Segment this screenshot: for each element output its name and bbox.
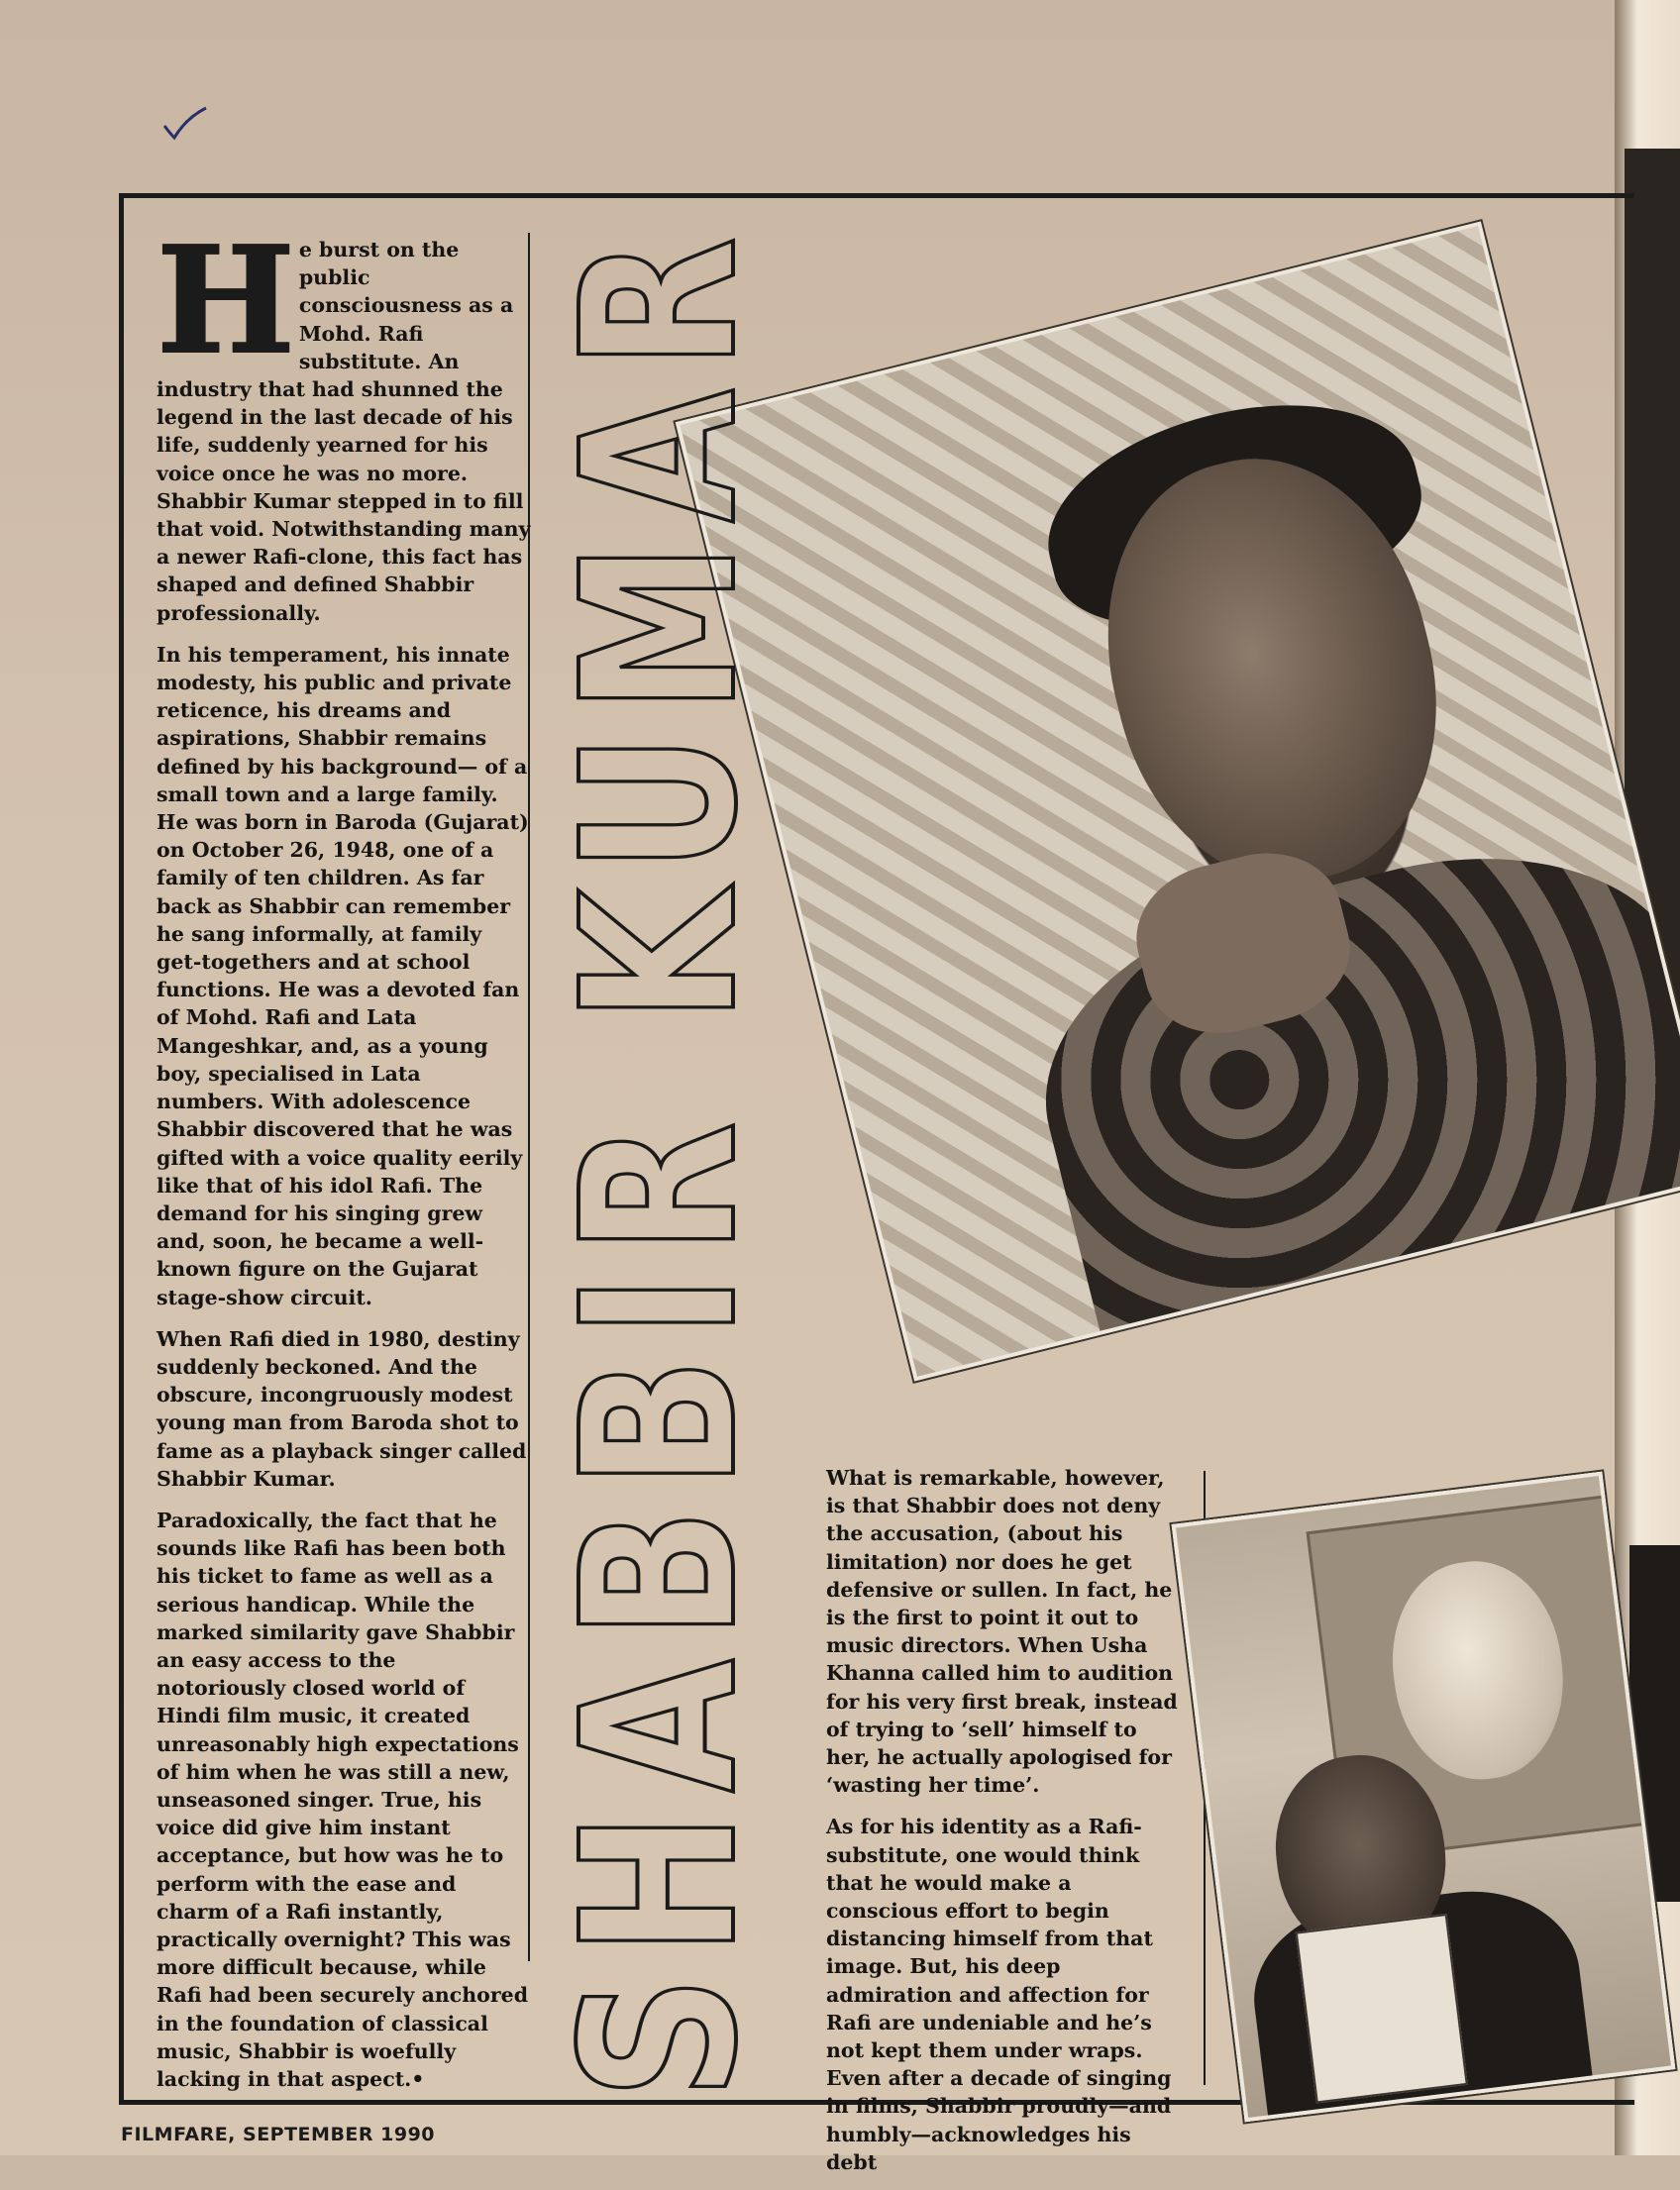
held-poster [1296, 1914, 1468, 2103]
paragraph: Paradoxically, the fact that he sounds like Rafi has been both his ticket to fame as well as a serious handicap. While the marked similarity gave Shabbir an easy access to the notoriously closed world of Hindi film music, it created unreasonably high expectations of him when he was still a new, unseasoned singer. True, his voice did give him instant acceptance, but how was he to perform with the ease and charm of a Rafi instantly, practically overnight? This was more difficult because, while Rafi had been securely anchored in the foundation of classical music, Shabbir is woefully lacking in that aspect.• [157, 1508, 529, 2091]
page-footer: FILMFARE, SEPTEMBER 1990 [121, 2124, 436, 2145]
paragraph: He burst on the public consciousness as a Mohd. Rafi substitute. An industry that had shunned the legend in the last decade of his life, suddenly yearned for his voice once he was no more. Shabbir Kumar stepped in to fill that void. Notwithstanding many a newer Rafi-clone, this fact has shaped and defined Shabbir professionally. [157, 214, 531, 625]
article-column-1 [157, 214, 531, 2107]
paragraph: In his temperament, his innate modesty, his public and private reticence, his dreams and aspirations, Shabbir remains defined by his background— of a small town and a large family. He was born in Baroda (Gujarat) on October 26, 1948, one of a family of ten children. As far back as Shabbir can remember he sang informally, at family get-togethers and at school functions. He was a devoted fan of Mohd. Rafi and Lata Mangeshkar, and, as a young boy, specialised in Lata numbers. With adolescence Shabbir discovered that he was gifted with a voice quality eerily like that of his idol Rafi. The demand for his singing grew and, soon, he became a well-known figure on the Gujarat stage-show circuit. [157, 642, 529, 1309]
paragraph: When Rafi died in 1980, destiny suddenly beckoned. And the obscure, incongruously modest young man from Baroda shot to fame as a playback singer called Shabbir Kumar. [157, 1326, 527, 1491]
drop-cap: H [157, 214, 295, 386]
paragraph: What is remarkable, however, is that Shabbir does not deny the accusation, (about his limitation) nor does he get defensive or sullen. In fact, he is the first to point it out to music directors. When Usha Khanna called him to audition for his very first break, instead of trying to ‘sell’ himself to her, he actually apologised for ‘wasting her time’. [826, 1466, 1178, 1798]
article-column-2 [826, 1464, 1188, 2190]
paragraph: As for his identity as a Rafi-substitute, one would think that he would make a conscious effort to begin distancing himself from that image. But, his deep admiration and affection for Rafi are undeniable and he’s not kept them under wraps. Even after a decade of singing in films, Shabbir proudly—and humbly—acknowledges his debt [826, 1815, 1172, 2174]
title-block [535, 208, 792, 2100]
article-title: SHABBIR KUMAR [537, 217, 784, 2101]
pen-tick-mark [160, 104, 210, 144]
inset-photo [1172, 1472, 1676, 2123]
